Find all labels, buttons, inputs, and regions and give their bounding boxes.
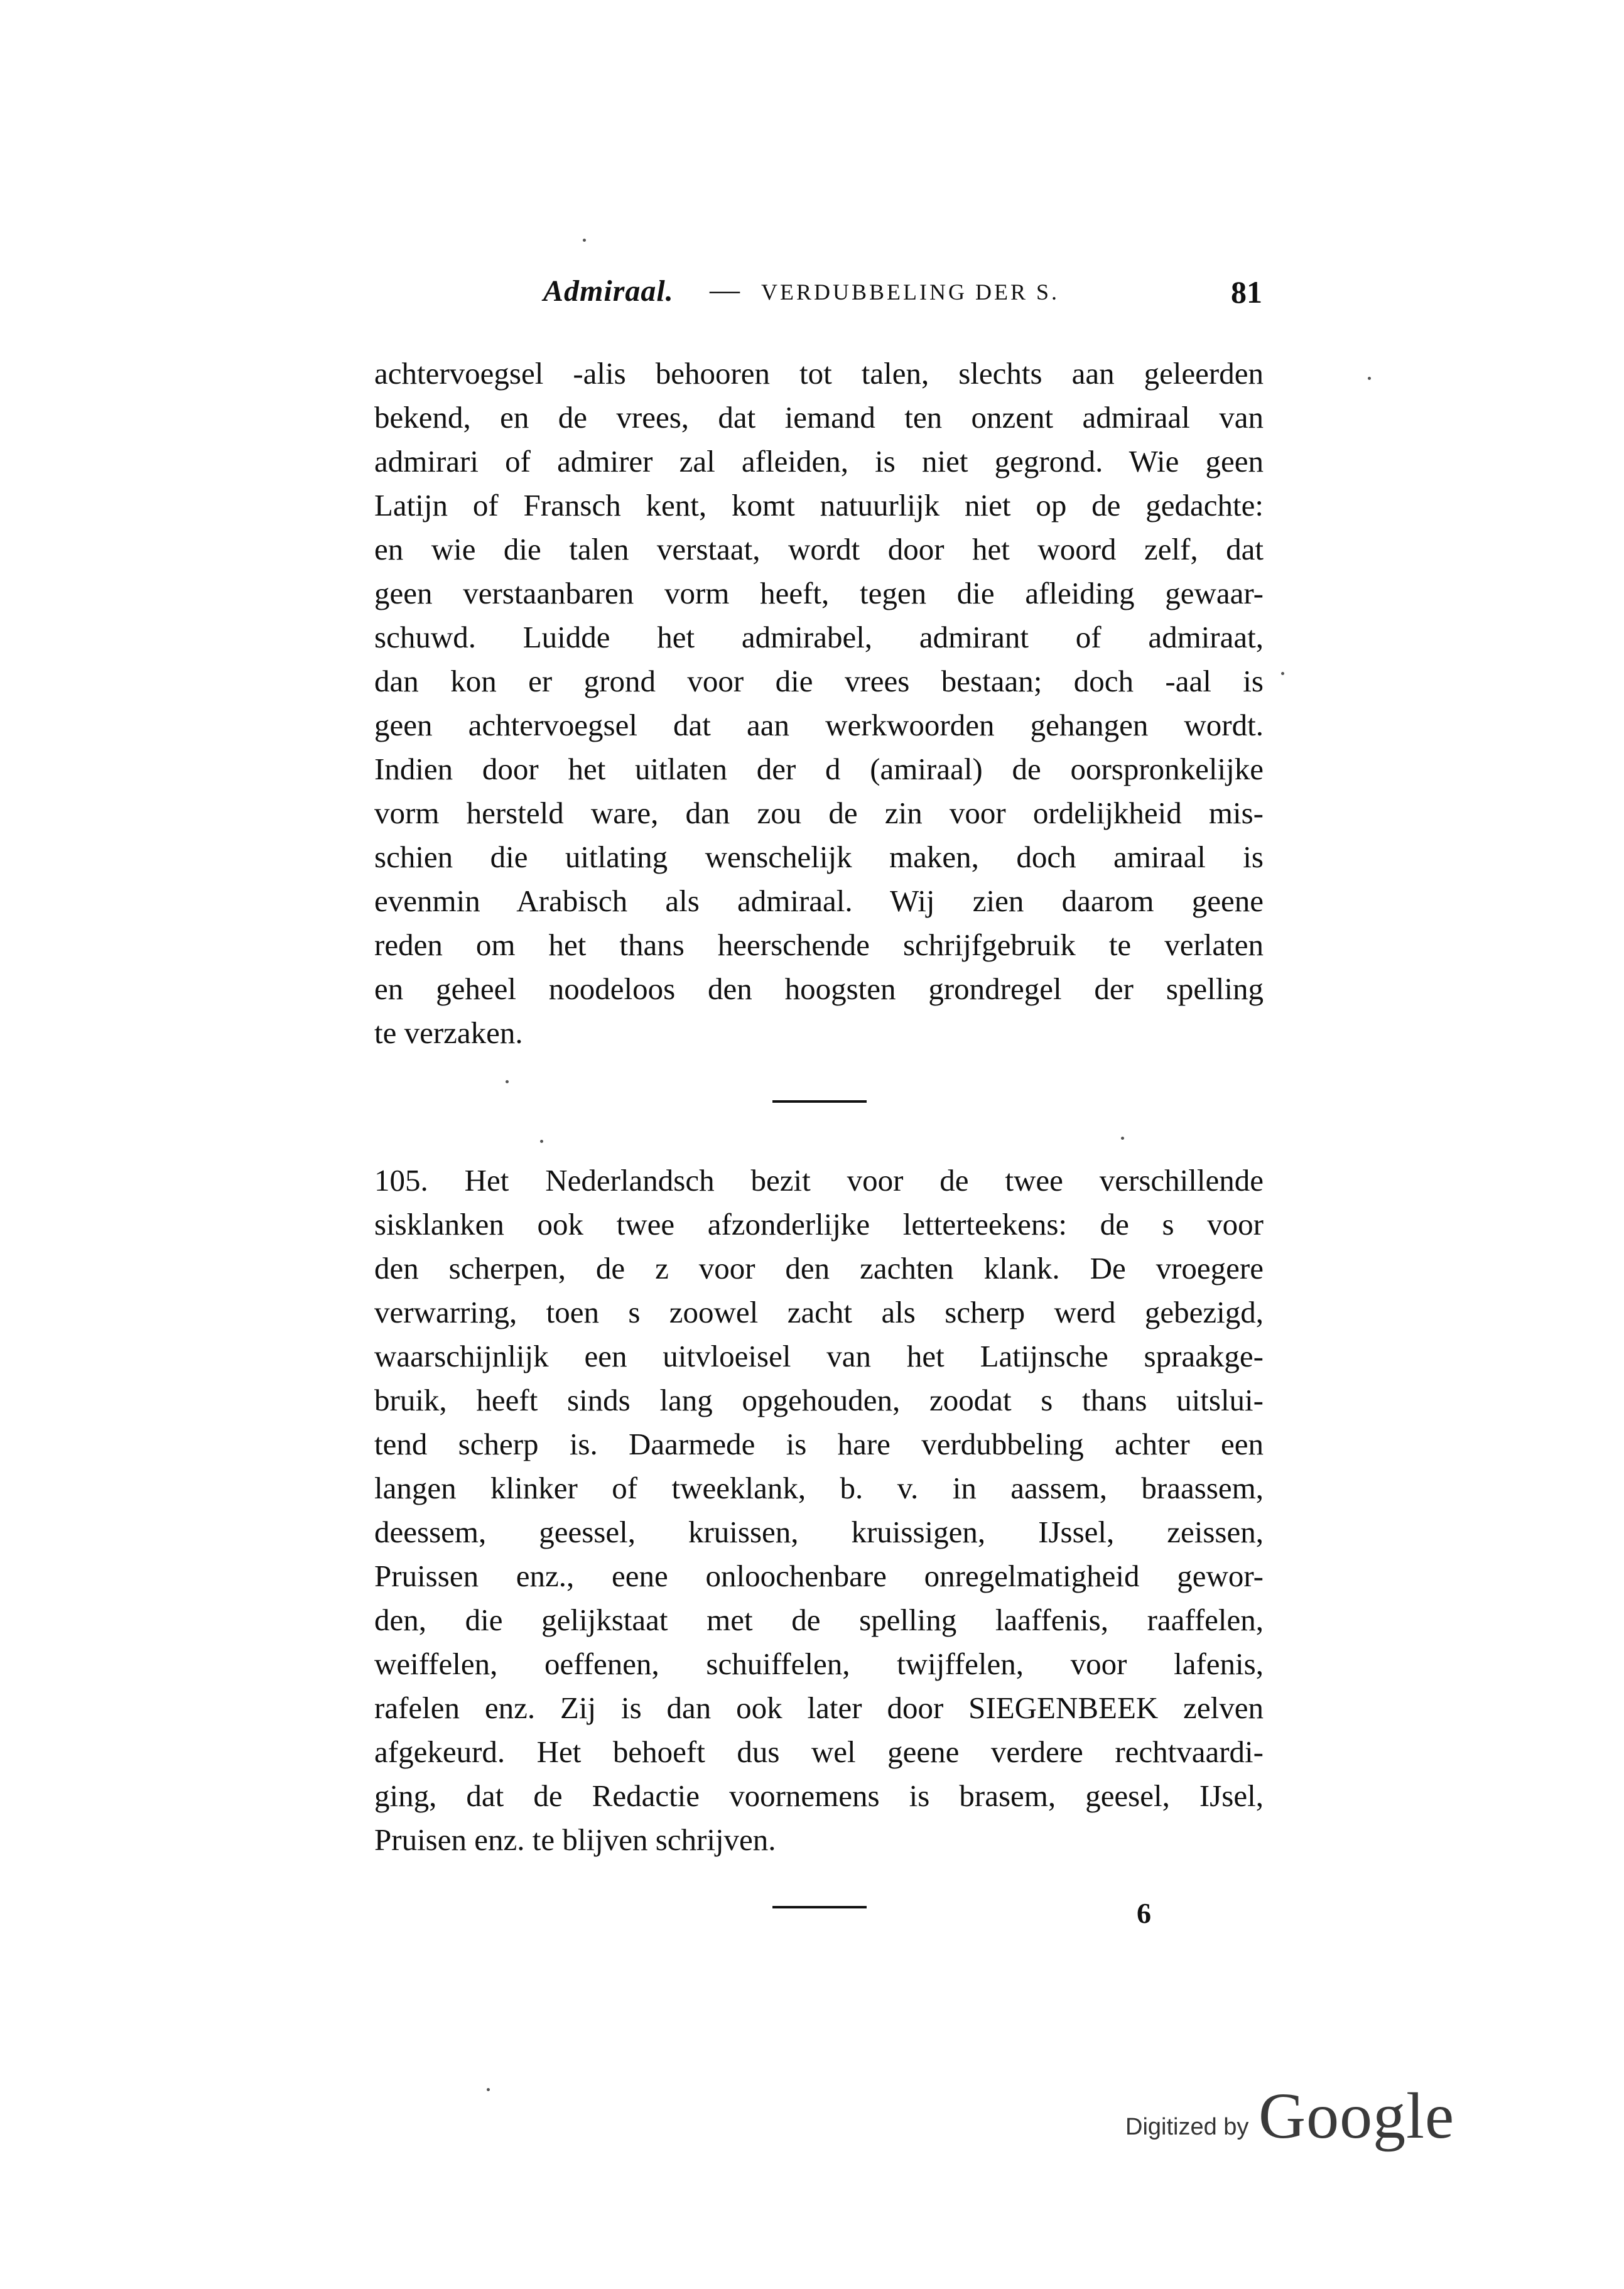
scan-speck [583,239,586,242]
text-line: geen achtervoegsel dat aan werkwoorden gehangen wordt. [374,708,1264,742]
text-line: evenmin Arabisch als admiraal. Wij zien daarom geene [374,884,1264,918]
running-head [377,270,1262,314]
text-line: en geheel noodeloos den hoogsten grondregel der spelling [374,971,1264,1006]
text-line: Indien door het uitlaten der d (amiraal) de oorspronkelijke [374,752,1264,786]
text-line: bruik, heeft sinds lang opgehouden, zoodat s thans uitslui- [374,1383,1264,1417]
text-line: schien die uitlating wenschelijk maken, doch amiraal is [374,840,1264,874]
section-divider [772,1906,867,1908]
scan-speck [1368,377,1371,380]
text-line: te verzaken. [374,1015,523,1050]
text-line: admirari of admirer zal afleiden, is niet gegrond. Wie geen [374,444,1264,479]
text-line: Pruisen enz. te blijven schrijven. [374,1822,776,1857]
text-line: afgekeurd. Het behoeft dus wel geene verdere rechtvaardi- [374,1734,1264,1769]
text-line: en wie die talen verstaat, wordt door het woord zelf, dat [374,532,1264,566]
paragraph-admiraal-continued [374,352,1264,1055]
text-line: verwarring, toen s zoowel zacht als scherp werd gebezigd, [374,1295,1264,1329]
text-line: bekend, en de vrees, dat iemand ten onzent admiraal van [374,400,1264,435]
signature-mark: 6 [1137,1897,1151,1929]
scan-speck [540,1140,543,1143]
text-line: deessem, geessel, kruissen, kruissigen, IJssel, zeissen, [374,1515,1264,1549]
text-line: tend scherp is. Daarmede is hare verdubbeling achter een [374,1427,1264,1461]
digitized-by-footer [1125,2079,1477,2152]
text-line: ging, dat de Redactie voornemens is brasem, geesel, IJsel, [374,1778,1264,1813]
running-head-dash: — [710,273,740,306]
text-line: langen klinker of tweeklank, b. v. in aassem, braassem, [374,1471,1264,1505]
digitized-by-label: Digitized by [1125,2114,1249,2140]
text-line: vorm hersteld ware, dan zou de zin voor ordelijkheid mis- [374,796,1264,830]
text-line: Pruissen enz., eene onloochenbare onregelmatigheid gewor- [374,1559,1264,1593]
text-line: achtervoegsel -alis behooren tot talen, slechts aan geleerden [374,356,1264,391]
running-head-title: Admiraal. [543,274,674,308]
scan-speck [1281,672,1284,675]
scan-speck [487,2088,490,2091]
page-number: 81 [1231,274,1262,310]
text-line: Latijn of Fransch kent, komt natuurlijk niet op de gedachte: [374,488,1264,522]
text-line: geen verstaanbaren vorm heeft, tegen die afleiding gewaar- [374,576,1264,610]
text-line: schuwd. Luidde het admirabel, admirant of admiraat, [374,620,1264,654]
text-line: rafelen enz. Zij is dan ook later door SIEGENBEEK zelven [374,1691,1264,1725]
running-head-section: VERDUBBELING DER S. [761,279,1060,305]
text-line: weiffelen, oeffenen, schuiffelen, twijffelen, voor lafenis, [374,1647,1264,1681]
text-line: den scherpen, de z voor den zachten klank. De vroegere [374,1251,1264,1285]
text-line: reden om het thans heerschende schrijfgebruik te verlaten [374,928,1264,962]
text-line: 105. Het Nederlandsch bezit voor de twee verschillende [374,1163,1264,1198]
text-line: den, die gelijkstaat met de spelling laaffenis, raaffelen, [374,1603,1264,1637]
section-divider [772,1100,867,1103]
paragraph-105 [374,1159,1264,1862]
scan-speck [1121,1137,1124,1140]
text-line: sisklanken ook twee afzonderlijke letterteekens: de s voor [374,1207,1264,1242]
google-logo: Google [1259,2080,1455,2152]
text-line: waarschijnlijk een uitvloeisel van het Latijnsche spraakge- [374,1339,1264,1373]
scan-speck [506,1080,509,1083]
text-line: dan kon er grond voor die vrees bestaan; doch -aal is [374,664,1264,698]
